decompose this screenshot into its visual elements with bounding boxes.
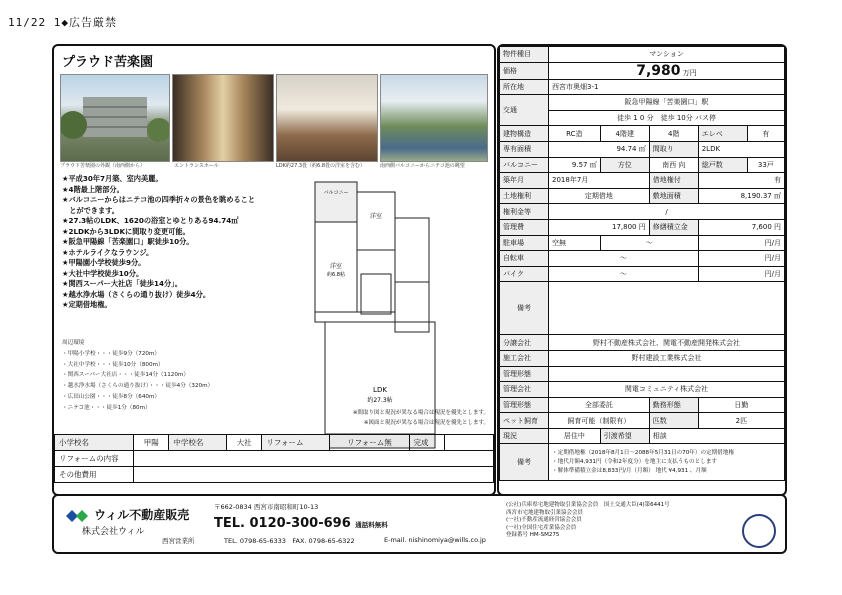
surroundings-list: [62, 338, 302, 414]
spec-value: 空無: [549, 235, 601, 251]
balcony-label: バルコニー: [323, 190, 349, 196]
exterior-photo: [60, 74, 170, 162]
ldk-size: 約27.3帖: [367, 397, 393, 404]
spec-value: [549, 282, 785, 335]
spec-label: 敷地面積: [649, 188, 698, 204]
reform-contents: [134, 451, 494, 467]
license-line: (一社)全国住宅産業協会会員: [506, 524, 577, 531]
spec-label: バルコニー: [500, 157, 549, 173]
spec-value: 南西 向: [649, 157, 698, 173]
spec-label: 建物構造: [500, 126, 549, 142]
spec-value: 円/月: [698, 251, 784, 267]
room-size: 約6.8帖: [327, 272, 345, 278]
spec-value: 野村不動産株式会社、関電不動産開発株式会社: [549, 335, 785, 351]
spec-value: 円/月: [698, 266, 784, 282]
spec-value: 17,800 円: [549, 219, 650, 235]
feature-item: ★大社中学校徒歩10分。: [62, 268, 144, 278]
feature-item: ★阪急甲陽線「苦楽園口」駅徒歩10分。: [62, 237, 194, 246]
spec-label: 分譲会社: [500, 335, 549, 351]
spec-table: [499, 46, 785, 481]
spec-value: ～: [549, 251, 699, 267]
spec-value: 4階: [649, 126, 698, 142]
remark-line: ・解体準備積立金は8,833円/月（月額） 地代 ¥4,931 、月額: [552, 467, 707, 474]
price-unit: 万円: [682, 68, 697, 77]
certification-seal-icon: [742, 514, 776, 548]
spec-label: 備考: [500, 282, 549, 335]
spec-value: 定期借地: [549, 188, 650, 204]
completion-label: 完成: [409, 435, 444, 451]
spec-label: 施工会社: [500, 350, 549, 366]
spec-value: 飼育可能（制限有）: [549, 413, 650, 429]
spec-value: 4階建: [600, 126, 649, 142]
spec-label: 勤務形態: [649, 397, 698, 413]
tel-number: 0120-300-696: [249, 516, 351, 531]
school-junior-label: 中学校名: [169, 435, 227, 451]
photo-caption: プラウド苦楽園の外観（南西側から）: [60, 163, 146, 169]
spec-label: 管理会社: [500, 382, 549, 398]
license-info: [506, 502, 696, 540]
fax-header: 11/22 1◆広告厳禁: [8, 16, 117, 29]
spec-label: 管理費: [500, 219, 549, 235]
room-label: 洋室: [329, 263, 343, 270]
spec-label: 駐車場: [500, 235, 549, 251]
spec-value: 徒歩 1 0 分 徒歩 10分 バス停: [549, 110, 785, 126]
photo-caption: LDK約27.3畳（約6.8畳の洋室を含む）: [276, 163, 366, 169]
spec-value: 2匹: [698, 413, 784, 429]
spec-value: 33戸: [747, 157, 784, 173]
view-photo: [380, 74, 488, 162]
spec-value: 7,600 円: [698, 219, 784, 235]
other-cost: [134, 467, 494, 483]
license-line: 西宮市宅地建物取引業協会会員: [506, 509, 584, 516]
spec-value: /: [549, 204, 785, 220]
agency-footer: [52, 494, 787, 554]
logo-icon: [66, 510, 88, 522]
spec-label: 間取り: [649, 141, 698, 157]
note-line: ※図面と現況が異なる場合は現況を優先とします。: [363, 420, 489, 426]
spec-label: 現況: [500, 428, 549, 444]
entrance-photo: [172, 74, 274, 162]
photo-caption: 南西側バルコニーからニテコ池の眺望: [380, 163, 465, 169]
feature-item: ★越水浄水場（さくらの通り抜け）徒歩4分。: [62, 289, 211, 299]
spec-label: 借地権付: [649, 173, 698, 189]
spec-value: 有: [747, 126, 784, 142]
spec-value: RC造: [549, 126, 601, 142]
spec-value: ～: [549, 266, 699, 282]
remark-line: ・地代月額4,931円（令和2年度分）を地主に支払うものとします: [552, 458, 718, 465]
spec-value: 94.74 ㎡: [549, 141, 650, 157]
spec-value: 関電コミュニティ株式会社: [549, 382, 785, 398]
remarks: [549, 444, 785, 481]
license-line: (公社)兵庫県宅地建物取引業協会会員 国土交通大臣(4)第6441号: [506, 502, 670, 508]
spec-label: 管理形態: [500, 397, 549, 413]
branch-name: 西宮営業所: [162, 537, 195, 545]
school-junior: 大社: [226, 435, 261, 451]
surroundings-item: ・甲陽小学校・・・徒歩9分（720m）: [62, 350, 160, 357]
company-name: ウィル不動産販売: [94, 508, 190, 522]
school-reform-table: [54, 434, 494, 483]
spec-value: [549, 366, 785, 382]
address: 〒662-0834 西宮市南昭和町10-13: [214, 503, 319, 511]
spec-label: 物件種目: [500, 47, 549, 63]
spec-label: エレベ: [698, 126, 747, 142]
corp-name: 株式会社ウィル: [82, 527, 145, 537]
feature-list: [62, 174, 312, 311]
spec-value: 8,190.37 ㎡: [698, 188, 784, 204]
spec-label: 土地権利: [500, 188, 549, 204]
toll-free: [214, 516, 388, 531]
spec-label: 管理形態: [500, 366, 549, 382]
ldk-label: LDK: [373, 386, 387, 394]
surroundings-item: ・広田山公園・・・徒歩8分（640m）: [62, 393, 160, 400]
reform-contents-label: リフォームの内容: [55, 451, 134, 467]
completion-value: [445, 435, 494, 451]
email: E-mail. nishinomiya@wills.co.jp: [384, 536, 486, 544]
spec-value: 居住中: [549, 428, 601, 444]
property-spec-panel: [497, 44, 787, 496]
feature-item: ★関西スーパー大社店「徒歩14分」。: [62, 279, 182, 288]
spec-value: 全部委託: [549, 397, 650, 413]
surroundings-title: 周辺環境: [62, 340, 85, 346]
spec-value: 相談: [649, 428, 784, 444]
tel-label: TEL.: [214, 516, 245, 531]
property-title: プラウド苦楽園: [62, 55, 154, 70]
feature-item: ★甲陽園小学校徒歩9分。: [62, 258, 146, 267]
spec-label: 修繕積立金: [649, 219, 698, 235]
license-line: (一社)不動産流通経営協会会員: [506, 517, 582, 524]
feature-item: ★平成30年7月築、室内美麗。: [62, 174, 163, 183]
spec-label: 価格: [500, 62, 549, 79]
spec-label: 匹数: [649, 413, 698, 429]
spec-label: 築年月: [500, 173, 549, 189]
price-value: 7,980: [636, 62, 681, 79]
spec-value: 野村建設工業株式会社: [549, 350, 785, 366]
other-cost-label: その他費用: [55, 467, 134, 483]
spec-value: 有: [698, 173, 784, 189]
spec-value: 西宮市奥畑3-1: [549, 79, 785, 95]
school-elementary: 甲陽: [134, 435, 169, 451]
spec-label: 交通: [500, 95, 549, 126]
company-logo: [66, 506, 189, 523]
tel-fax: TEL. 0798-65-6333 FAX. 0798-65-6322: [224, 537, 355, 545]
photo-caption: エントランスホール: [174, 163, 219, 169]
spec-value: ～: [600, 235, 698, 251]
spec-value: マンション: [549, 47, 785, 63]
feature-item: ★ホテルライクなラウンジ。: [62, 247, 154, 257]
spec-value: 2018年7月: [549, 173, 650, 189]
license-line: 登録番号 HM-SM275: [506, 532, 560, 539]
spec-label: 備考: [500, 444, 549, 481]
reform-label: リフォーム: [262, 435, 330, 451]
surroundings-item: ・ニテコ池・・・徒歩1分（80m）: [62, 404, 151, 411]
feature-item: ★4階最上階部分。: [62, 184, 124, 194]
spec-value: 日勤: [698, 397, 784, 413]
spec-label: 方位: [600, 157, 649, 173]
feature-item: ★27.3帖のLDK、1620の浴室とゆとりある94.74㎡: [62, 216, 239, 225]
surroundings-item: ・関西スーパー大社店・・・徒歩14分（1120m）: [62, 372, 189, 379]
floor-plan-notes: [274, 408, 489, 428]
surroundings-item: ・越水浄水場（さくらの通り抜け）・・・徒歩4分（320m）: [62, 383, 214, 390]
spec-value: 円/月: [698, 235, 784, 251]
spec-label: ペット飼育: [500, 413, 549, 429]
feature-item: ★定期借地権。: [62, 300, 112, 309]
tel-note: 通話料無料: [355, 521, 388, 529]
room-label: 洋室: [369, 213, 383, 220]
spec-value: 阪急甲陽線「苦楽園口」駅: [549, 95, 785, 111]
spec-value: 2LDK: [698, 141, 784, 157]
spec-value: 9.57 ㎡: [549, 157, 601, 173]
note-line: ※間取り図と現況が異なる場合は現況を優先とします。: [352, 410, 489, 416]
spec-label: 所在地: [500, 79, 549, 95]
feature-item: ★2LDKから3LDKに間取り変更可能。: [62, 226, 190, 236]
spec-label: 専有面積: [500, 141, 549, 157]
building-illustration: [61, 75, 169, 161]
feature-item: とができます。: [62, 205, 119, 215]
property-overview-panel: [52, 44, 496, 496]
ldk-photo: [276, 74, 378, 162]
spec-label: 総戸数: [698, 157, 747, 173]
surroundings-item: ・大社中学校・・・徒歩10分（800m）: [62, 361, 164, 368]
spec-label: 自転車: [500, 251, 549, 267]
spec-label: バイク: [500, 266, 549, 282]
reform-value: リフォーム無: [330, 435, 409, 451]
school-elementary-label: 小学校名: [55, 435, 134, 451]
spec-label: 権利金等: [500, 204, 549, 220]
spec-label: 引渡希望: [600, 428, 649, 444]
feature-item: ★バルコニーからはニテコ池の四季折々の景色を眺めること: [62, 195, 256, 204]
remark-line: ・定期借地権（2018年8月1日～2088年5月31日の70年）の定期借地権: [552, 449, 735, 456]
